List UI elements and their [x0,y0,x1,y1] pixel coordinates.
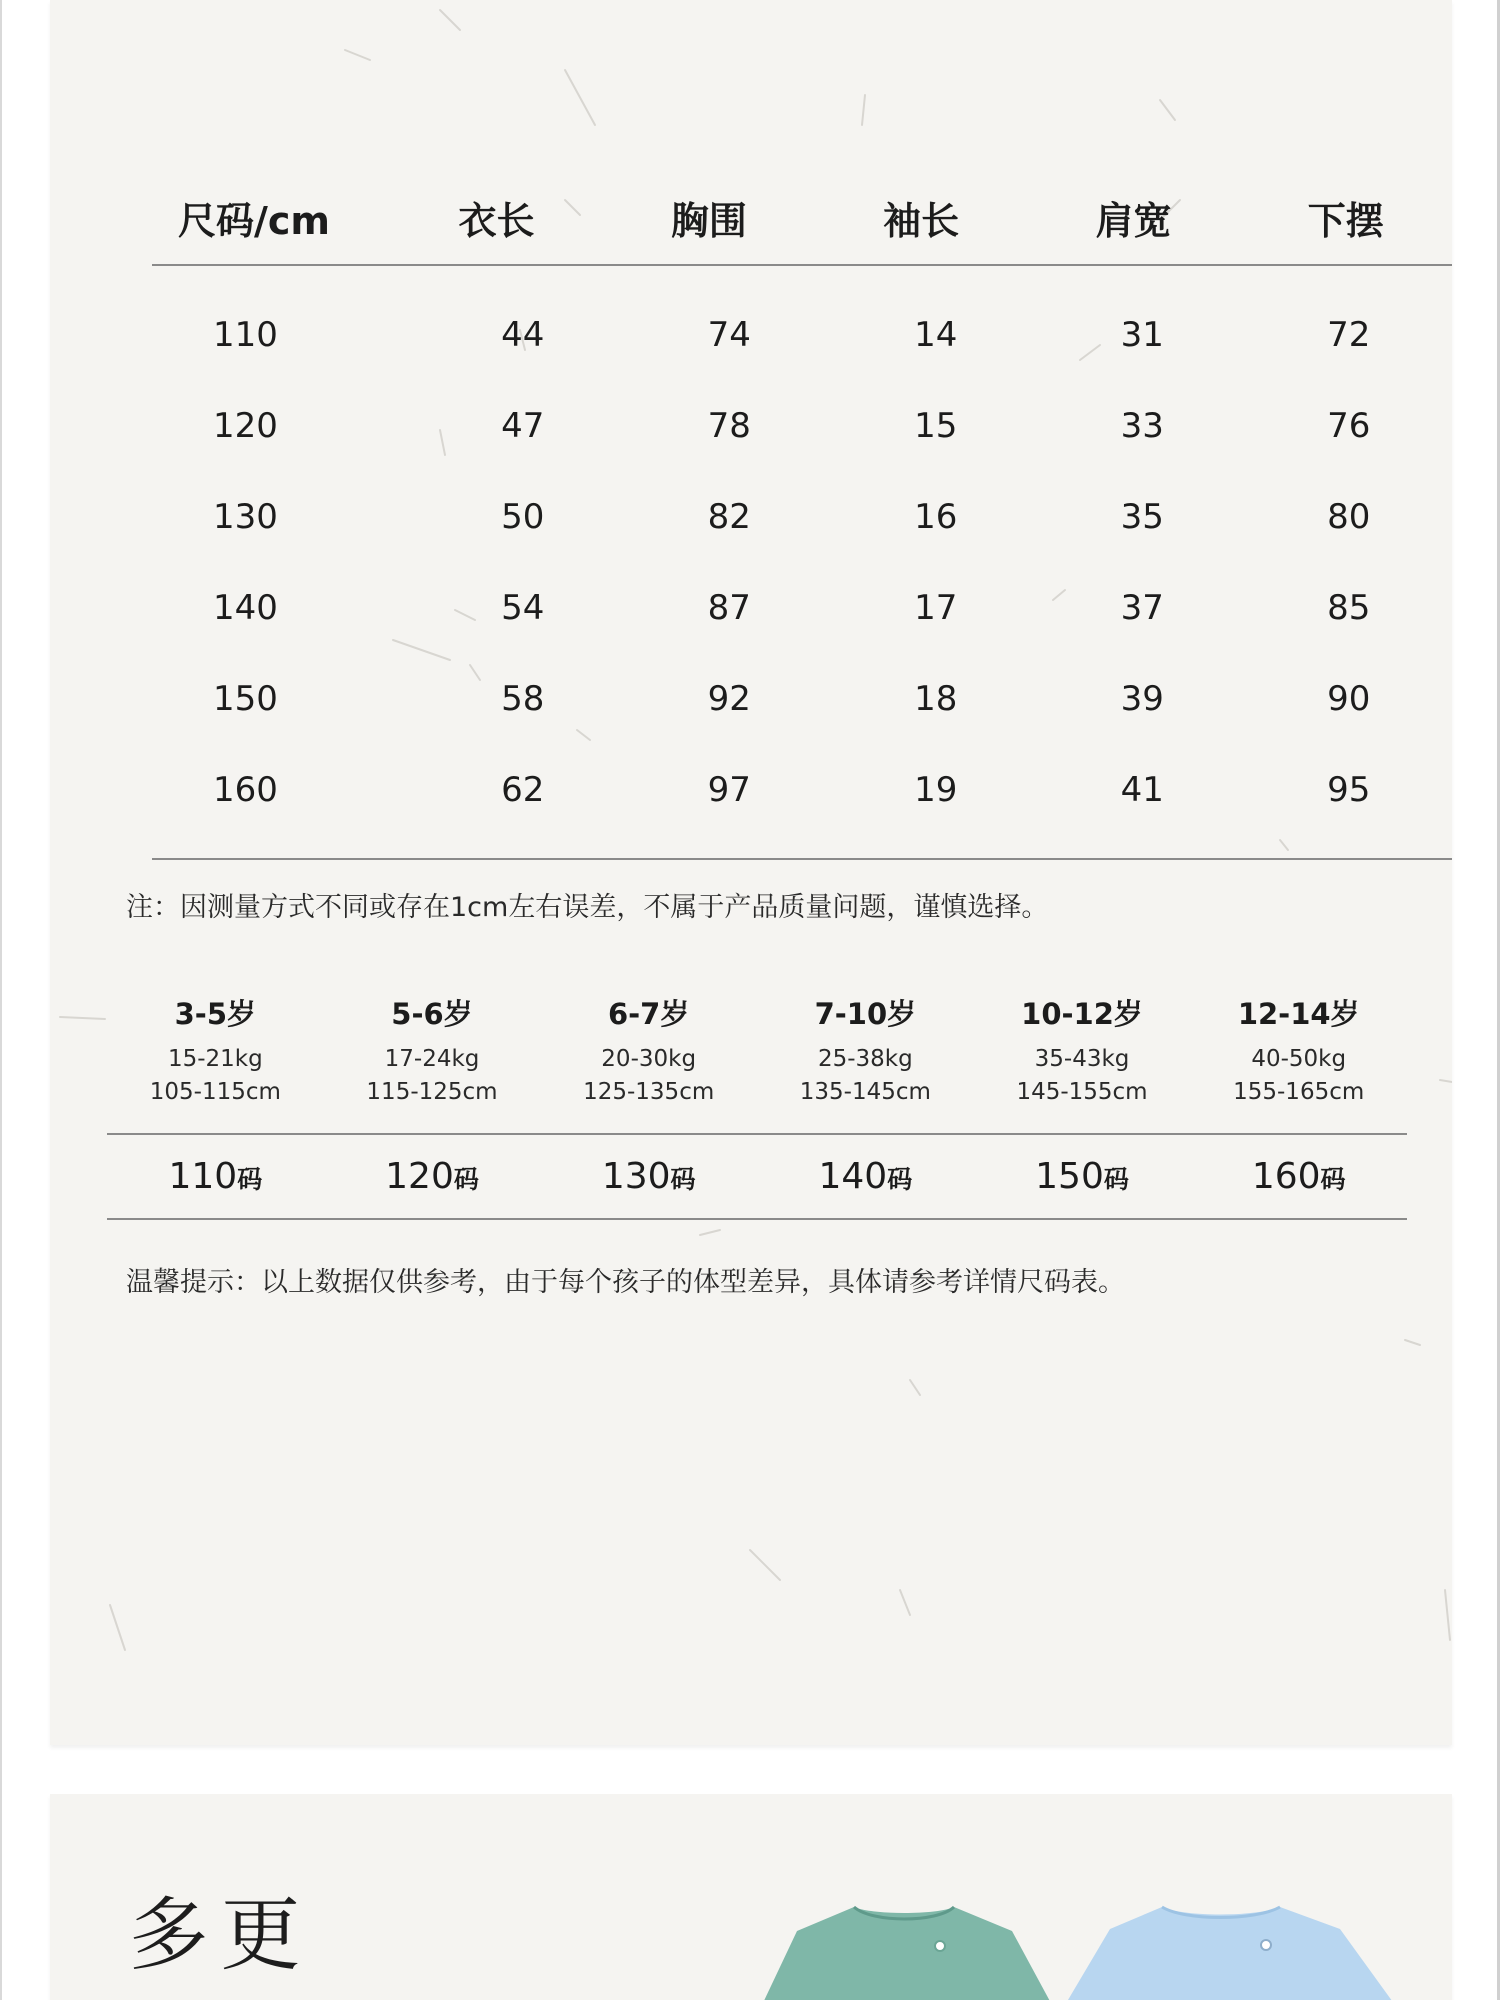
size-table [152,170,1452,860]
table-cell: 31 [1120,314,1164,355]
table-cell: 37 [1120,587,1164,628]
age-size-guide [107,992,1407,1220]
table-divider [152,858,1452,860]
table-cell: 92 [707,678,751,719]
table-cell: 97 [707,769,751,810]
age-label: 7-10岁 [814,997,917,1031]
size-unit: 码 [237,1165,263,1194]
weight-range: 25-38kg [817,1046,913,1072]
table-cell: 50 [501,496,545,537]
table-cell: 54 [501,587,545,628]
table-row [152,289,1452,380]
table-cell: 80 [1327,496,1371,537]
table-cell: 160 [213,769,278,810]
height-range: 105-115cm [149,1079,281,1105]
age-column [757,992,974,1133]
table-cell: 87 [707,587,751,628]
sizing-tip: 温馨提示：以上数据仅供参考，由于每个孩子的体型差异，具体请参考详情尺码表。 [126,1267,1125,1298]
table-cell: 120 [213,405,278,446]
table-cell: 44 [501,314,545,355]
header-chest: 胸围 [670,198,747,243]
blue-tshirt-icon[interactable] [1065,1905,1395,2000]
table-row [152,380,1452,471]
age-guide-header [107,992,1407,1133]
size-value: 140 [818,1156,888,1197]
age-label: 3-5岁 [174,997,257,1031]
header-sleeve: 袖长 [883,198,960,243]
height-range: 125-135cm [583,1079,715,1105]
size-unit: 码 [887,1165,913,1194]
table-cell: 15 [914,405,958,446]
size-table-header [152,170,1452,264]
recommended-size [974,1156,1191,1197]
size-value: 110 [168,1156,238,1197]
table-cell: 85 [1327,587,1371,628]
height-range: 135-145cm [799,1079,931,1105]
table-cell: 74 [707,314,751,355]
table-cell: 35 [1120,496,1164,537]
age-column [1190,992,1407,1133]
table-cell: 17 [914,587,958,628]
size-unit: 码 [1320,1165,1346,1194]
height-range: 155-165cm [1233,1079,1365,1105]
header-hem: 下摆 [1307,198,1384,243]
recommended-size [757,1156,974,1197]
green-tshirt-icon[interactable] [762,1905,1052,2000]
weight-range: 17-24kg [384,1046,480,1072]
table-cell: 18 [914,678,958,719]
recommended-size [107,1156,324,1197]
page-left-edge [0,0,2,2000]
size-unit: 码 [670,1165,696,1194]
table-cell: 95 [1327,769,1371,810]
table-cell: 58 [501,678,545,719]
age-column [324,992,541,1133]
table-cell: 62 [501,769,545,810]
table-row [152,471,1452,562]
table-row [152,653,1452,744]
recommended-size [1190,1156,1407,1197]
table-row [152,562,1452,653]
table-cell: 82 [707,496,751,537]
size-table-body [152,266,1452,858]
height-range: 115-125cm [366,1079,498,1105]
size-chart-card [50,0,1452,1745]
age-column [107,992,324,1133]
age-column [540,992,757,1133]
age-guide-divider [107,1218,1407,1220]
weight-range: 40-50kg [1251,1046,1347,1072]
weight-range: 20-30kg [601,1046,697,1072]
table-cell: 14 [914,314,958,355]
weight-range: 15-21kg [167,1046,263,1072]
table-cell: 130 [213,496,278,537]
table-cell: 33 [1120,405,1164,446]
header-length: 衣长 [458,198,535,243]
product-card[interactable] [1065,1905,1395,2000]
size-value: 150 [1035,1156,1104,1197]
size-value: 160 [1251,1156,1321,1197]
height-range: 145-155cm [1016,1079,1148,1105]
header-size: 尺码/cm [178,198,331,243]
recommended-size-row [107,1135,1407,1218]
table-cell: 16 [914,496,958,537]
table-row [152,744,1452,835]
table-cell: 76 [1327,405,1371,446]
table-cell: 140 [213,587,278,628]
age-label: 12-14岁 [1237,997,1360,1031]
table-cell: 39 [1120,678,1164,719]
table-cell: 41 [1120,769,1164,810]
table-cell: 72 [1327,314,1371,355]
table-cell: 90 [1327,678,1371,719]
recommended-size [540,1156,757,1197]
size-value: 130 [601,1156,671,1197]
size-unit: 码 [453,1165,479,1194]
product-card[interactable] [762,1905,1052,2000]
table-cell: 78 [707,405,751,446]
table-cell: 19 [914,769,958,810]
age-label: 5-6岁 [391,997,473,1031]
table-cell: 47 [501,405,545,446]
measurement-note: 注：因测量方式不同或存在1cm左右误差，不属于产品质量问题，谨慎选择。 [126,892,1049,923]
age-label: 10-12岁 [1021,997,1143,1031]
more-section-title: 更多 [115,1892,300,1972]
table-cell: 110 [213,314,278,355]
age-column [974,992,1191,1133]
table-cell: 150 [213,678,278,719]
age-label: 6-7岁 [607,997,690,1031]
header-shoulder: 肩宽 [1095,198,1172,243]
size-unit: 码 [1103,1165,1129,1194]
weight-range: 35-43kg [1034,1046,1130,1072]
recommended-size [324,1156,541,1197]
size-value: 120 [385,1156,454,1197]
